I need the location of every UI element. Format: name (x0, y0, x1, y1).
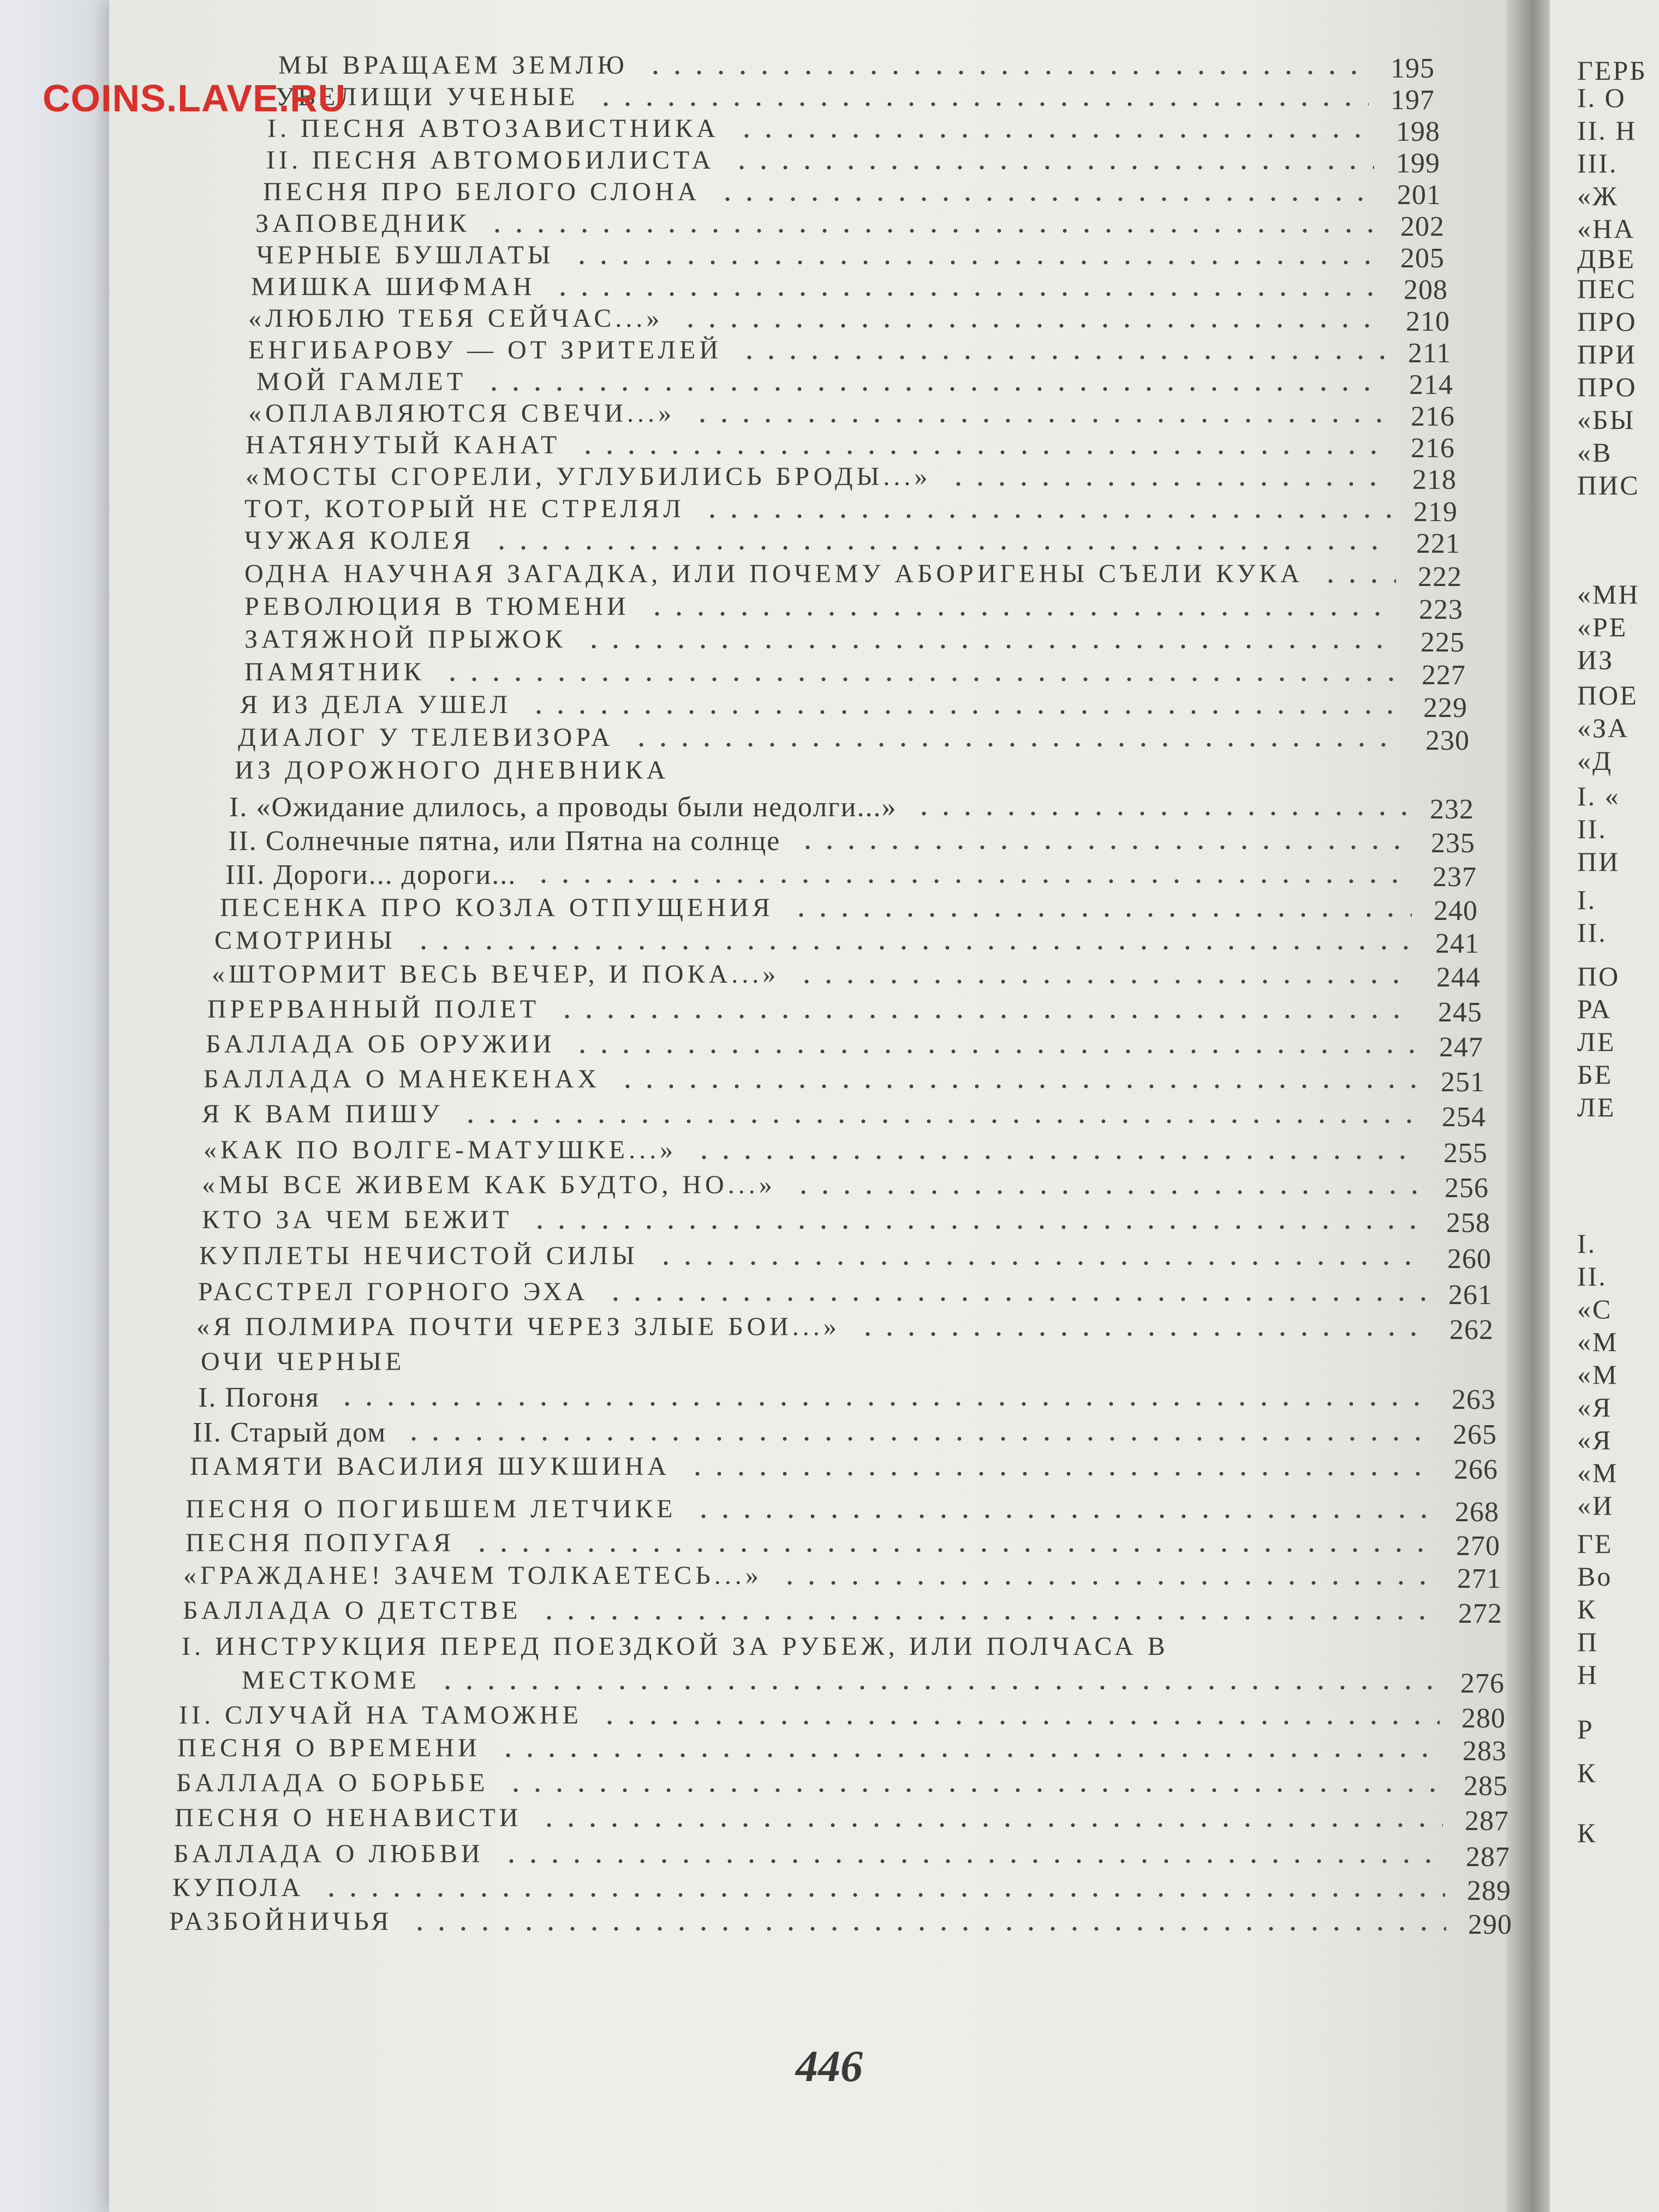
next-page-fragment: К (1577, 1757, 1597, 1788)
toc-page-number: 270 (1456, 1531, 1500, 1562)
toc-leader-dots (779, 1580, 1435, 1586)
toc-page-number: 276 (1460, 1668, 1505, 1699)
toc-page-number: 227 (1422, 660, 1466, 691)
toc-leader-dots (459, 1119, 1420, 1124)
toc-entry-title: УВЕЛИЩИ УЧЕНЫЕ (276, 82, 579, 111)
toc-leader-dots (437, 1685, 1439, 1690)
next-page-fragment: ПИС (1577, 470, 1640, 500)
toc-page-number: 230 (1425, 725, 1470, 756)
toc-leader-dots (471, 1547, 1434, 1553)
toc-leader-dots (701, 513, 1392, 519)
toc-page-number: 208 (1404, 274, 1448, 306)
toc-page-number: 289 (1467, 1875, 1511, 1906)
toc-page-number: 261 (1448, 1280, 1493, 1311)
toc-page-number: 254 (1442, 1102, 1486, 1133)
toc-leader-dots (413, 945, 1413, 950)
toc-leader-dots (403, 1436, 1431, 1442)
toc-entry-title: «Я ПОЛМИРА ПОЧТИ ЧЕРЕЗ ЗЛЫЕ БОИ...» (196, 1312, 840, 1341)
toc-page-number: 263 (1452, 1384, 1496, 1415)
toc-leader-dots (796, 979, 1415, 984)
toc-entry-title: I. «Ожидание длилось, а проводы были недолги...» (229, 792, 897, 823)
next-page-fragment: «РЕ (1577, 612, 1628, 642)
toc-page-number: 283 (1463, 1736, 1507, 1767)
toc-entry-title: БАЛЛАДА ОБ ОРУЖИИ (206, 1030, 556, 1059)
toc-page-number: 197 (1391, 85, 1435, 116)
toc-entry-title: ЧЕРНЫЕ БУШЛАТЫ (256, 241, 554, 270)
toc-leader-dots (605, 1296, 1427, 1302)
next-page-fragment: ИЗ (1577, 644, 1614, 675)
toc-page-number: 266 (1454, 1454, 1498, 1485)
next-page-fragment: ПИ (1577, 846, 1620, 877)
toc-leader-dots (486, 228, 1378, 234)
next-page-fragment: Р (1577, 1714, 1594, 1744)
toc-leader-dots (409, 1926, 1446, 1932)
next-page-fragment: К (1577, 1818, 1597, 1848)
toc-entry-title: БАЛЛАДА О ДЕТСТВЕ (183, 1596, 522, 1625)
next-page-fragment: «В (1577, 437, 1613, 468)
toc-page-number: 255 (1443, 1138, 1488, 1169)
toc-entry-title: БАЛЛАДА О БОРЬБЕ (176, 1768, 489, 1797)
toc-entry-title: КУПЛЕТЫ НЕЧИСТОЙ СИЛЫ (199, 1241, 638, 1270)
toc-entry-title: БАЛЛАДА О МАНЕКЕНАХ (204, 1065, 601, 1093)
toc-leader-dots (691, 418, 1389, 423)
next-page-fragment: РА (1577, 994, 1612, 1024)
toc-page-number: 219 (1413, 497, 1458, 528)
toc-page-number: 251 (1441, 1067, 1485, 1098)
toc-entry-title: I. ПЕСНЯ АВТОЗАВИСТНИКА (267, 114, 719, 143)
next-page-fragment: ГЕРБ (1577, 55, 1647, 86)
next-page-fragment: «НА (1577, 213, 1636, 244)
next-page-fragment: ПО (1577, 961, 1620, 991)
next-page-fragment: ПЕС (1577, 273, 1637, 304)
toc-leader-dots (736, 133, 1374, 139)
toc-entry-title: «ШТОРМИТ ВЕСЬ ВЕЧЕР, И ПОКА...» (212, 960, 780, 989)
toc-page-number: 240 (1434, 895, 1478, 926)
toc-leader-dots (500, 1858, 1444, 1864)
toc-page-number: 214 (1409, 369, 1453, 400)
toc-leader-dots (483, 386, 1387, 392)
next-page-fragment: I. (1577, 1228, 1597, 1259)
toc-leader-dots (857, 1331, 1428, 1337)
next-page-fragment: I. О (1577, 82, 1626, 113)
next-page-fragment: «М (1577, 1457, 1619, 1488)
toc-page-number: 244 (1436, 962, 1481, 993)
toc-page-number: 258 (1446, 1207, 1490, 1239)
toc-page-number: 265 (1453, 1419, 1497, 1450)
toc-entry-title: ПЕСЕНКА ПРО КОЗЛА ОТПУЩЕНИЯ (220, 893, 774, 922)
toc-page-number: 241 (1435, 928, 1479, 959)
toc-entry-title: СМОТРИНЫ (214, 926, 396, 955)
toc-entry-title: ОДНА НАУЧНАЯ ЗАГАДКА, ИЛИ ПОЧЕМУ АБОРИГЕНЫ СЪЕЛИ КУКА (244, 559, 1303, 588)
toc-entry-title: «МЫ ВСЕ ЖИВЕМ КАК БУДТО, НО...» (202, 1170, 776, 1199)
toc-leader-dots (497, 1753, 1441, 1758)
toc-page-number: 262 (1449, 1314, 1494, 1346)
toc-leader-dots (552, 291, 1382, 297)
toc-page-number: 272 (1458, 1598, 1502, 1629)
toc-entry-title: II. Солнечные пятна, или Пятна на солнце (228, 826, 781, 857)
toc-entry-title: ТОТ, КОТОРЫЙ НЕ СТРЕЛЯЛ (244, 494, 685, 523)
next-page-fragment: Н (1577, 1659, 1599, 1690)
toc-entry-title: БАЛЛАДА О ЛЮБВИ (174, 1839, 484, 1868)
toc-entry-title: I. ИНСТРУКЦИЯ ПЕРЕД ПОЕЗДКОЙ ЗА РУБЕЖ, ИЛИ ПОЛЧАСА В (182, 1632, 1169, 1661)
next-page-fragment: «Д (1577, 745, 1613, 776)
toc-page-number: 210 (1406, 306, 1450, 337)
toc-page-number: 260 (1447, 1243, 1491, 1275)
page-number: 446 (796, 2041, 863, 2091)
toc-entry-title: ЕНГИБАРОВУ — ОТ ЗРИТЕЛЕЙ (248, 336, 722, 364)
toc-entry-title: ПЕСНЯ О ВРЕМЕНИ (177, 1733, 481, 1762)
toc-entry-title: «ЛЮБЛЮ ТЕБЯ СЕЙЧАС...» (248, 304, 664, 333)
toc-entry-title: ЗАТЯЖНОЙ ПРЫЖОК (244, 625, 566, 654)
toc-leader-dots (693, 1155, 1422, 1160)
toc-leader-dots (947, 481, 1391, 487)
toc-leader-dots (538, 1822, 1443, 1828)
toc-entry-title: ПЕСНЯ ПРО БЕЛОГО СЛОНА (263, 177, 701, 206)
toc-leader-dots (491, 545, 1394, 551)
toc-leader-dots (1320, 578, 1396, 584)
toc-entry-title: II. ПЕСНЯ АВТОМОБИЛИСТА (266, 146, 715, 175)
toc-entry-title: КТО ЗА ЧЕМ БЕЖИТ (202, 1205, 513, 1234)
toc-entry-title: ПЕСНЯ О ПОГИБШЕМ ЛЕТЧИКЕ (186, 1494, 677, 1523)
next-page-fragment: ЛЕ (1577, 1026, 1616, 1057)
toc-entry-title: НАТЯНУТЫЙ КАНАТ (246, 431, 561, 459)
toc-entry-title: Я К ВАМ ПИШУ (202, 1099, 444, 1128)
toc-page-number: 256 (1445, 1173, 1489, 1204)
toc-page-number: 287 (1465, 1806, 1509, 1837)
next-page-fragment: «БЫ (1577, 404, 1636, 435)
toc-leader-dots (630, 742, 1404, 748)
toc-leader-dots (571, 260, 1378, 265)
toc-leader-dots (533, 878, 1411, 884)
toc-page-number: 235 (1431, 828, 1475, 859)
toc-page-number: 232 (1430, 794, 1474, 825)
next-page-fragment: ПРИ (1577, 339, 1637, 369)
toc-page-number: 198 (1396, 116, 1440, 147)
next-page-fragment: «М (1577, 1359, 1619, 1390)
toc-leader-dots (583, 644, 1399, 649)
toc-leader-dots (797, 845, 1409, 850)
toc-leader-dots (646, 611, 1397, 617)
next-page-fragment: «МН (1577, 579, 1640, 609)
next-page-fragment: II. Н (1577, 115, 1637, 146)
toc-page-number: 271 (1457, 1563, 1501, 1594)
next-page-fragment: «Я (1577, 1425, 1613, 1455)
toc-leader-dots (717, 196, 1375, 202)
toc-leader-dots (617, 1084, 1419, 1089)
toc-entry-title: МИШКА ШИФМАН (251, 272, 536, 301)
next-page-fragment: II. (1577, 1261, 1607, 1292)
toc-page-number: 202 (1400, 211, 1445, 242)
next-page-fragment: ПОЕ (1577, 680, 1638, 710)
toc-page-number: 221 (1416, 528, 1460, 559)
toc-page-number: 225 (1421, 627, 1465, 658)
toc-page-number: 247 (1439, 1032, 1483, 1063)
toc-page-number: 222 (1418, 561, 1462, 593)
toc-page-number: 195 (1391, 53, 1435, 84)
toc-leader-dots (679, 323, 1384, 328)
toc-leader-dots (556, 1014, 1416, 1019)
next-page-fragment: II. (1577, 814, 1607, 844)
toc-leader-dots (528, 709, 1401, 715)
next-page-fragment: «Я (1577, 1392, 1613, 1422)
toc-page-number: 280 (1461, 1703, 1506, 1734)
toc-leader-dots (792, 1189, 1423, 1195)
next-page-fragment: «С (1577, 1294, 1613, 1324)
toc-leader-dots (644, 70, 1369, 75)
toc-leader-dots (655, 1260, 1425, 1266)
toc-page-number: 218 (1412, 464, 1457, 495)
toc-leader-dots (505, 1787, 1442, 1793)
next-page-fragment: ПРО (1577, 306, 1637, 337)
toc-entry-title: МОЙ ГАМЛЕТ (256, 367, 467, 396)
toc-page-number: 290 (1468, 1909, 1512, 1940)
toc-page-number: 211 (1408, 338, 1452, 369)
next-page-fragment: I. « (1577, 781, 1620, 811)
toc-leader-dots (790, 912, 1412, 918)
toc-page-number: 268 (1455, 1497, 1499, 1528)
toc-page-number: 237 (1433, 862, 1477, 893)
next-page-fragment: БЕ (1577, 1059, 1613, 1090)
toc-entry-title: МЫ ВРАЩАЕМ ЗЕМЛЮ (278, 51, 628, 80)
toc-leader-dots (538, 1615, 1437, 1621)
toc-page-number: 216 (1411, 401, 1455, 432)
toc-entry-title: ПАМЯТИ ВАСИЛИЯ ШУКШИНА (190, 1452, 671, 1481)
toc-page-number: 229 (1423, 692, 1467, 724)
toc-entry-title: II. Старый дом (193, 1417, 387, 1448)
toc-page-number: 205 (1400, 243, 1445, 274)
toc-page-number: 285 (1464, 1771, 1508, 1802)
toc-entry-title: I. Погоня (198, 1382, 320, 1413)
toc-leader-dots (577, 450, 1389, 455)
toc-page-number: 216 (1411, 433, 1455, 464)
toc-entry-title: РАЗБОЙНИЧЬЯ (169, 1907, 393, 1936)
toc-leader-dots (687, 1471, 1432, 1476)
next-page-fragment: ЛЕ (1577, 1092, 1616, 1122)
toc-leader-dots (693, 1514, 1433, 1519)
next-page-fragment: К (1577, 1594, 1597, 1624)
next-page-fragment: II. (1577, 917, 1607, 948)
next-page-fragment: ДВЕ (1577, 243, 1636, 274)
toc-page-number: 287 (1466, 1842, 1510, 1873)
toc-entry-title: ИЗ ДОРОЖНОГО ДНЕВНИКА (235, 756, 670, 785)
next-page-fragment: III. (1577, 148, 1618, 178)
toc-entry-title: ДИАЛОГ У ТЕЛЕВИЗОРА (238, 723, 614, 752)
toc-entry-title: КУПОЛА (172, 1873, 305, 1902)
toc-leader-dots (441, 677, 1400, 682)
toc-entry-title: ПРЕРВАННЫЙ ПОЛЕТ (207, 995, 540, 1024)
next-page-fragment: I. (1577, 884, 1597, 915)
toc-entry-title: «КАК ПО ВОЛГЕ-МАТУШКЕ...» (204, 1135, 677, 1164)
next-page-fragment: «Ж (1577, 181, 1619, 211)
toc-leader-dots (599, 1720, 1440, 1725)
watermark: COINS.LAVE.RU (43, 77, 347, 119)
toc-leader-dots (571, 1049, 1417, 1054)
next-page-fragment: ГЕ (1577, 1528, 1613, 1559)
toc-entry-title: ЗАПОВЕДНИК (255, 209, 470, 238)
next-page-fragment: ПРО (1577, 372, 1637, 402)
toc-leader-dots (913, 811, 1408, 816)
toc-entry-title: III. Дороги... дороги... (225, 859, 517, 890)
next-page-fragment: «М (1577, 1326, 1619, 1357)
toc-entry-title: «ОПЛАВЛЯЮТСЯ СВЕЧИ...» (248, 399, 676, 428)
toc-leader-dots (738, 355, 1386, 360)
toc-entry-title: РЕВОЛЮЦИЯ В ТЮМЕНИ (244, 592, 630, 621)
toc-leader-dots (529, 1224, 1424, 1230)
toc-page-number: 245 (1438, 997, 1482, 1028)
toc-entry-title: Я ИЗ ДЕЛА УШЕЛ (240, 690, 512, 719)
toc-entry-title: ЧУЖАЯ КОЛЕЯ (244, 526, 474, 555)
toc-leader-dots (320, 1892, 1445, 1898)
toc-entry-title: ПАМЯТНИК (244, 657, 425, 686)
toc-entry-title: МЕСТКОМЕ (242, 1666, 420, 1695)
toc-leader-dots (336, 1401, 1430, 1407)
toc-entry-title: ОЧИ ЧЕРНЫЕ (201, 1347, 405, 1376)
toc-page-number: 201 (1397, 180, 1441, 211)
next-page-fragment: П (1577, 1627, 1599, 1657)
toc-page-number: 223 (1419, 594, 1463, 625)
toc-entry-title: ПЕСНЯ О НЕНАВИСТИ (175, 1803, 522, 1832)
toc-entry-title: ПЕСНЯ ПОПУГАЯ (186, 1528, 455, 1557)
toc-entry-title: «ГРАЖДАНЕ! ЗАЧЕМ ТОЛКАЕТЕСЬ...» (183, 1561, 762, 1590)
toc-entry-title: РАССТРЕЛ ГОРНОГО ЭХА (198, 1277, 589, 1306)
toc-page-number: 199 (1396, 148, 1440, 179)
toc-entry-title: II. СЛУЧАЙ НА ТАМОЖНЕ (179, 1701, 582, 1730)
next-page-fragment: «ЗА (1577, 713, 1630, 743)
toc-leader-dots (731, 165, 1374, 170)
next-page-fragment: «И (1577, 1490, 1614, 1521)
next-page-fragment: Во (1577, 1561, 1613, 1592)
toc-leader-dots (595, 101, 1369, 107)
toc-entry-title: «МОСТЫ СГОРЕЛИ, УГЛУБИЛИСЬ БРОДЫ...» (246, 462, 932, 491)
